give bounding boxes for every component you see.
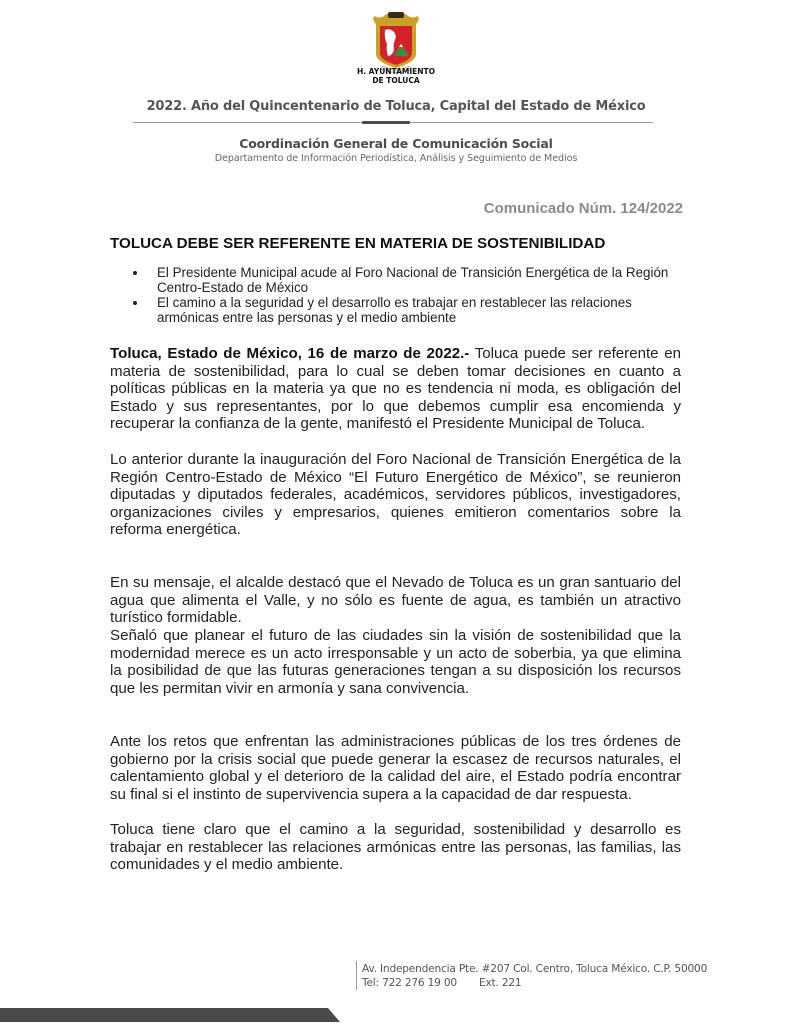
bullet-item — [133, 295, 678, 325]
footer-phone: Tel: 722 276 19 00 — [362, 977, 457, 989]
logo-line-1: H. AYUNTAMIENTO — [356, 67, 436, 76]
footer-band — [0, 1008, 340, 1022]
paragraph-text: En su mensaje, el alcalde destacó que el Nevado de Toluca es un gran santuario del agua que alimenta el Valle, y no sólo es fuente de agua, es también un atractivo turístico formidable. — [110, 574, 681, 627]
paragraph-4 — [110, 627, 681, 697]
coordination-heading: Coordinación General de Comunicación Social — [239, 136, 553, 151]
paragraph-text: Toluca tiene claro que el camino a la seguridad, sostenibilidad y desarrollo es trabajar en restablecer las relaciones armónicas entre las personas, las familias, las comunidades y el medio ambiente. — [110, 821, 681, 874]
year-motto: 2022. Año del Quincentenario de Toluca, Capital del Estado de México — [146, 99, 646, 114]
dateline: Toluca, Estado de México, 16 de marzo de 2022.- — [110, 345, 470, 362]
paragraph-text: Lo anterior durante la inauguración del Foro Nacional de Transición Energética de la Región Centro-Estado de México “El Futuro Energético de México”, se reunieron diputadas y diputados federales, académicos, servidores públicos, investigadores, organizaciones civiles y empresarios, quienes emitieron comentarios sobre la reforma energética. — [110, 451, 681, 539]
footer-contact — [362, 962, 707, 990]
paragraph-2 — [110, 451, 681, 539]
summary-bullets — [133, 265, 678, 325]
paragraph-text: Toluca puede ser referente en materia de sostenibilidad, para lo cual se deben tomar decisiones en cuanto a políticas públicas en la materia ya que no es tendencia ni moda, es obligación del Estado y sus representantes, por lo que debemos cumplir esa encomienda y recuperar la confianza de la gente, manifestó el Presidente Municipal de Toluca. — [110, 345, 681, 433]
paragraph-5 — [110, 733, 681, 803]
department-subheading: Departamento de Información Periodística, Análisis y Seguimiento de Medios — [214, 153, 578, 164]
bullet-icon — [133, 301, 137, 305]
paragraph-1 — [110, 345, 681, 433]
paragraph-6 — [110, 821, 681, 874]
bullet-icon — [133, 271, 137, 275]
bullet-text: El Presidente Municipal acude al Foro Nacional de Transición Energética de la Región Centro-Estado de México — [157, 265, 669, 295]
release-number: Comunicado Núm. 124/2022 — [483, 200, 683, 217]
footer-divider — [356, 961, 357, 990]
footer-address: Av. Independencia Pte. #207 Col. Centro, Toluca México. C.P. 50000 — [362, 963, 708, 975]
logo-line-2: DE TOLUCA — [372, 75, 420, 85]
paragraph-text: Señaló que planear el futuro de las ciudades sin la visión de sostenibilidad que la modernidad merece es un acto irresponsable y un acto de soberbia, ya que elimina la posibilidad de que las futuras generaciones tengan a su disposición los recursos que les permitan vivir en armonía y sana convivencia. — [110, 627, 681, 697]
document-title: TOLUCA DEBE SER REFERENTE EN MATERIA DE SOSTENIBILIDAD — [110, 235, 606, 252]
footer-extension: Ext. 221 — [478, 977, 522, 989]
paragraph-text: Ante los retos que enfrentan las administraciones públicas de los tres órdenes de gobierno por la crisis social que puede generar la escasez de recursos naturales, el calentamiento global y el deterioro de la calidad del aire, el Estado podría encontrar su final si el instinto de supervivencia supera a la capacidad de dar respuesta. — [110, 733, 681, 803]
bullet-item — [133, 265, 678, 295]
logo-caption — [340, 68, 452, 85]
paragraph-3 — [110, 574, 681, 627]
bullet-text: El camino a la seguridad y el desarrollo es trabajar en restablecer las relaciones armónicas entre las personas y el medio ambiente — [157, 295, 632, 325]
header-divider-accent — [362, 121, 410, 124]
